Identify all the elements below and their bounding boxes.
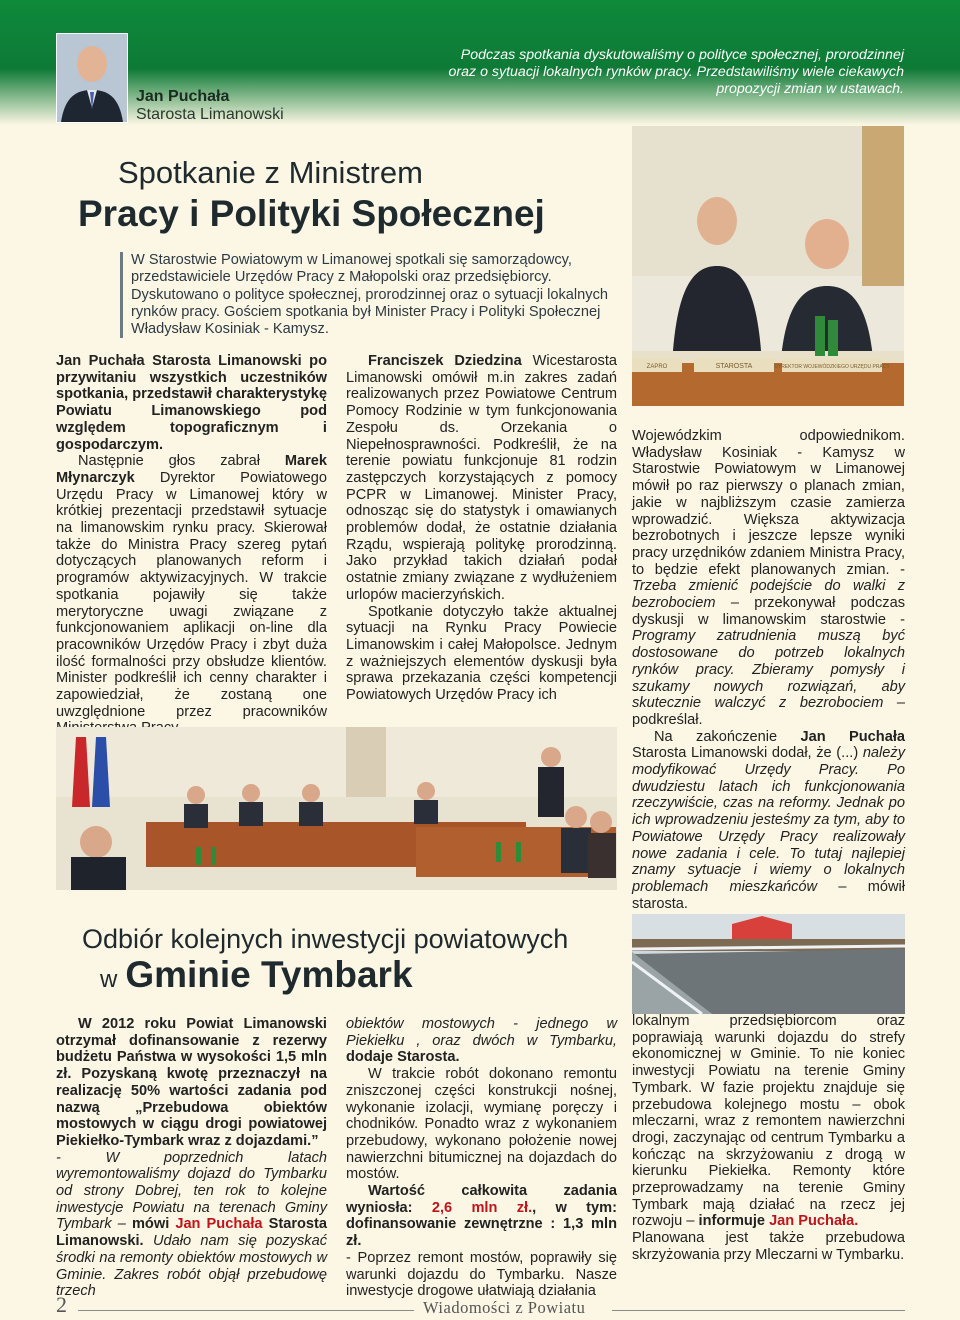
article2-col3-text-a: lokalnym przedsiębiorcom oraz poprawiają warunki dojazdu do strefy ekonomicznej w Gminie. To nie koniec inwestycji Powiatu na terenie Gminy Tymbark. W fazie projektu znajduje się przebudowa kolejnego mostu – obok mleczarni, wraz z remontem nawierzchni drogi, zaczynając od centrum Tymbarku a kończąc na skrzyżowaniu z drogą w kierunku Piekiełka. Remonty które przeprowadzamy na terenie Gminy Tymbark mają działać na rzecz jej rozwoju – bbox=[632, 1013, 905, 1230]
article2-title-main: Gminie Tymbark bbox=[125, 954, 413, 995]
article1-col2-text-b: Spotkanie dotyczyło także aktualnej sytuacji na Rynku Pracy Powiecie Limanowskim i całej Małopolsce. Jednym z ważniejszych elementów dyskusji była sprawa przekazania części kompetencji Powiatowych Urzędów Pracy ich bbox=[346, 603, 617, 704]
place-card-director: DYREKTOR WOJEWÓDZKIEGO URZĘDU PRACY bbox=[774, 364, 890, 370]
article2-col3-text-b: Planowana jest także przebudowa skrzyżowania przy Mleczarni w Tymbarku. bbox=[632, 1230, 905, 1263]
page-number: 2 bbox=[56, 1292, 67, 1317]
place-card-left: ZAPRO bbox=[646, 364, 668, 370]
photo-bridge bbox=[632, 914, 905, 1014]
article1-column3 bbox=[632, 428, 905, 912]
article1-col3-name: Jan Puchała bbox=[800, 728, 905, 745]
article2-title-line2 bbox=[100, 954, 413, 996]
article2-col1-quote: - W poprzednich latach wyremontowaliśmy dojazd do Tymbarku od strony Dobrej, ten rok to kolejne inwestycje Powiatu na terenach Gminy Tymbark – bbox=[56, 1149, 327, 1233]
article1-col3-text-d: Na zakończenie bbox=[654, 728, 801, 745]
article1-col3-text-f: – mówił starosta. bbox=[632, 878, 905, 912]
article2-col2-closing: - Poprzez remont mostów, poprawiły się warunki dojazdu do Tymbarku. Nasze inwestycje drogowe ułatwiają działania bbox=[346, 1249, 617, 1300]
author-portrait bbox=[56, 33, 128, 123]
article2-col1-quote2: Udało nam się pozyskać środki na remonty obiektów mostowych w Gminie. Zakres robót objął przebudowę trzech bbox=[56, 1233, 327, 1300]
article1-column2 bbox=[346, 353, 617, 704]
place-card-starosta: STAROSTA bbox=[715, 363, 753, 370]
article1-col3-quote1: Trzeba zmienić podejście do walki z bezrobociem bbox=[632, 578, 905, 612]
photo-conference-room bbox=[56, 727, 617, 890]
article1-col1-name: Marek Młynarczyk bbox=[56, 453, 327, 486]
publication-name: Wiadomości z Powiatu bbox=[423, 1298, 586, 1317]
article2-col1-role: Starosta Limanowski. bbox=[56, 1216, 328, 1250]
article2-column1 bbox=[56, 1016, 327, 1300]
article2-col2-works: W trakcie robót dokonano remontu zniszczonej części konstrukcji nośnej, wykonanie izolacji, wymianę poręczy i chodników. Ponadto wraz z wykonaniem przebudowy, wykonano położenie nowej nawierzchni bitumicznej na dojazdach do mostów. bbox=[346, 1066, 617, 1183]
article2-col2-value-label: Wartość całkowita zadania wyniosła: bbox=[346, 1183, 617, 1216]
banner-quote: Podczas spotkania dyskutowaliśmy o polityce społecznej, prorodzinnej oraz o sytuacji lokalnych rynków pracy. Przedstawiliśmy wiele ciekawych propozycji zmian w ustawach. bbox=[448, 47, 904, 97]
article2-col2-value-rest: , w tym: dofinansowanie zewnętrzne : 1,3 mln zł. bbox=[346, 1199, 617, 1250]
article2-col3-informs: informuje bbox=[694, 1213, 770, 1230]
article2-col1-intro: W 2012 roku Powiat Limanowski otrzymał dofinansowanie z rezerwy budżetu Państwa w wysokości 1,5 mln zł. Pozyskaną kwotę przeznaczył na realizację 50% wartości zadania pod nazwą „Przebudowa obiektów mostowych w ciągu drogi powiatowej Piekiełko-Tymbark wraz z dojazdami.” bbox=[56, 1016, 327, 1149]
article1-col1-text-b: Dyrektor Powiatowego Urzędu Pracy w Limanowej który w krótkiej prezentacji przedstawił sytuacje na limanowskim rynku pracy. Skierował także do Ministra Pracy szereg pytań dotyczących planowanych reform i programów aktywizacyjnych. W trakcie spotkania pojawiły się także merytoryczne uwagi związane z funkcjonowaniem aplikacji on-line dla pracowników Urzędów Pracy i zbyt duża ilość formalności przy obsłudze klientów. Minister podkreślił ich cenny charakter i zapowiedział, że zostaną one uwzględnione przez pracowników bbox=[56, 469, 327, 720]
article1-title-line1: Spotkanie z Ministrem bbox=[118, 155, 423, 190]
footer-rule-left bbox=[78, 1310, 414, 1311]
article2-col2-quote: obiektów mostowych - jednego w Piekiełku , oraz dwóch w Tymbarku, bbox=[346, 1016, 617, 1049]
author-name: Jan Puchała bbox=[136, 88, 230, 105]
article1-column1 bbox=[56, 353, 327, 737]
article1-col3-text-a: Wojewódzkim odpowiednikom. Władysław Kosiniak - Kamysz w Starostwie Powiatowym w Limanowej mówił po raz pierwszy o planach zmian, jakie w najbliższym czasie zamierza wprowadzić. Większa aktywizacja bezrobotnych i jeszcze lepsze wyniki pracy urzędników zdaniem Ministra Pracy, to będzie efekt planowanych zmian. - bbox=[632, 428, 905, 578]
article2-title-line1: Odbiór kolejnych inwestycji powiatowych bbox=[82, 924, 569, 954]
article1-col3-text-c: – podkreślał. bbox=[632, 695, 906, 728]
article1-title-line2: Pracy i Polityki Społecznej bbox=[78, 193, 545, 234]
article1-col2-name: Franciszek Dziedzina bbox=[368, 353, 522, 369]
article1-col1-intro: Jan Puchała Starosta Limanowski po przywitaniu wszystkich uczestników spotkania, przedstawił charakterystykę Powiatu Limanowskiego pod względem topograficznym i gospodarczym. bbox=[56, 353, 327, 453]
article1-lead: W Starostwie Powiatowym w Limanowej spotkali się samorządowcy, przedstawiciele Urzędów Pracy z Małopolski oraz przedsiębiorcy. Dyskutowano o polityce społecznej, prorodzinnej oraz o sytuacji lokalnych rynków pracy. Gościem spotkania był Minister Pracy i Polityki Społecznej Władysław Kosiniak - Kamysz. bbox=[120, 252, 631, 338]
footer-rule-right bbox=[612, 1310, 905, 1311]
article1-col3-text-b: – przekonywał podczas dyskusji w limanowskim starostwie - bbox=[632, 595, 905, 628]
photo-minister-meeting bbox=[632, 126, 904, 406]
article2-col2-adds: dodaje Starosta. bbox=[346, 1049, 460, 1066]
article1-col3-quote3: należy modyfikować Urzędy Pracy. Po dwudziestu latach ich funkcjonowania rzeczywiście, czas na reformy. Jednak po ich wprowadzeniu jesteśmy za tym, aby to Powiatowe Urzędy Pracy realizowały nowe zadania i cele. To tutaj najlepiej znamy sytuacje i wiemy o lokalnych problemach mieszkańców bbox=[632, 745, 905, 895]
article2-column3 bbox=[632, 1013, 905, 1264]
article2-title-w: w bbox=[100, 966, 118, 993]
article1-col3-quote2: Programy zatrudnienia muszą być dostosowane do potrzeb lokalnych rynków pracy. Zbieramy pomysły i szukamy nowych rozwiązań, aby skutecznie walczyć z bezrobociem bbox=[632, 628, 905, 712]
article1-col2-text-a: Wicestarosta Limanowski omówił m.in zakres zadań realizowanych przez Powiatowe Centrum Pomocy Rodzinie w tym funkcjonowania Zespołu ds. Orzekania o Niepełnosprawności. Podkreślił, że na terenie powiatu funkcjonuje 81 rodzin zastępczych korzystających z pomocy PCPR w Limanowej. Minister Pracy, odnosząc się do statystyk i omawianych problemów dodał, że ostatnie działania Rządu, wspierają politykę prorodzinną. Jako przykład takich działań podał ostatnie zmiany związane z wydłużeniem urlopów macierzyńskich. bbox=[346, 353, 617, 603]
article2-col2-value: 2,6 mln zł. bbox=[431, 1199, 533, 1216]
article2-col1-says: mówi bbox=[125, 1216, 176, 1233]
article1-col3-text-e: Starosta Limanowski dodał, że (...) bbox=[632, 745, 863, 762]
article2-col1-name: Jan Puchała bbox=[175, 1216, 263, 1233]
article2-col3-name: Jan Puchała. bbox=[769, 1213, 859, 1230]
article2-column2 bbox=[346, 1016, 617, 1300]
article1-col1-text-a: Następnie głos zabrał bbox=[78, 453, 285, 470]
author-role: Starosta Limanowski bbox=[136, 106, 284, 123]
